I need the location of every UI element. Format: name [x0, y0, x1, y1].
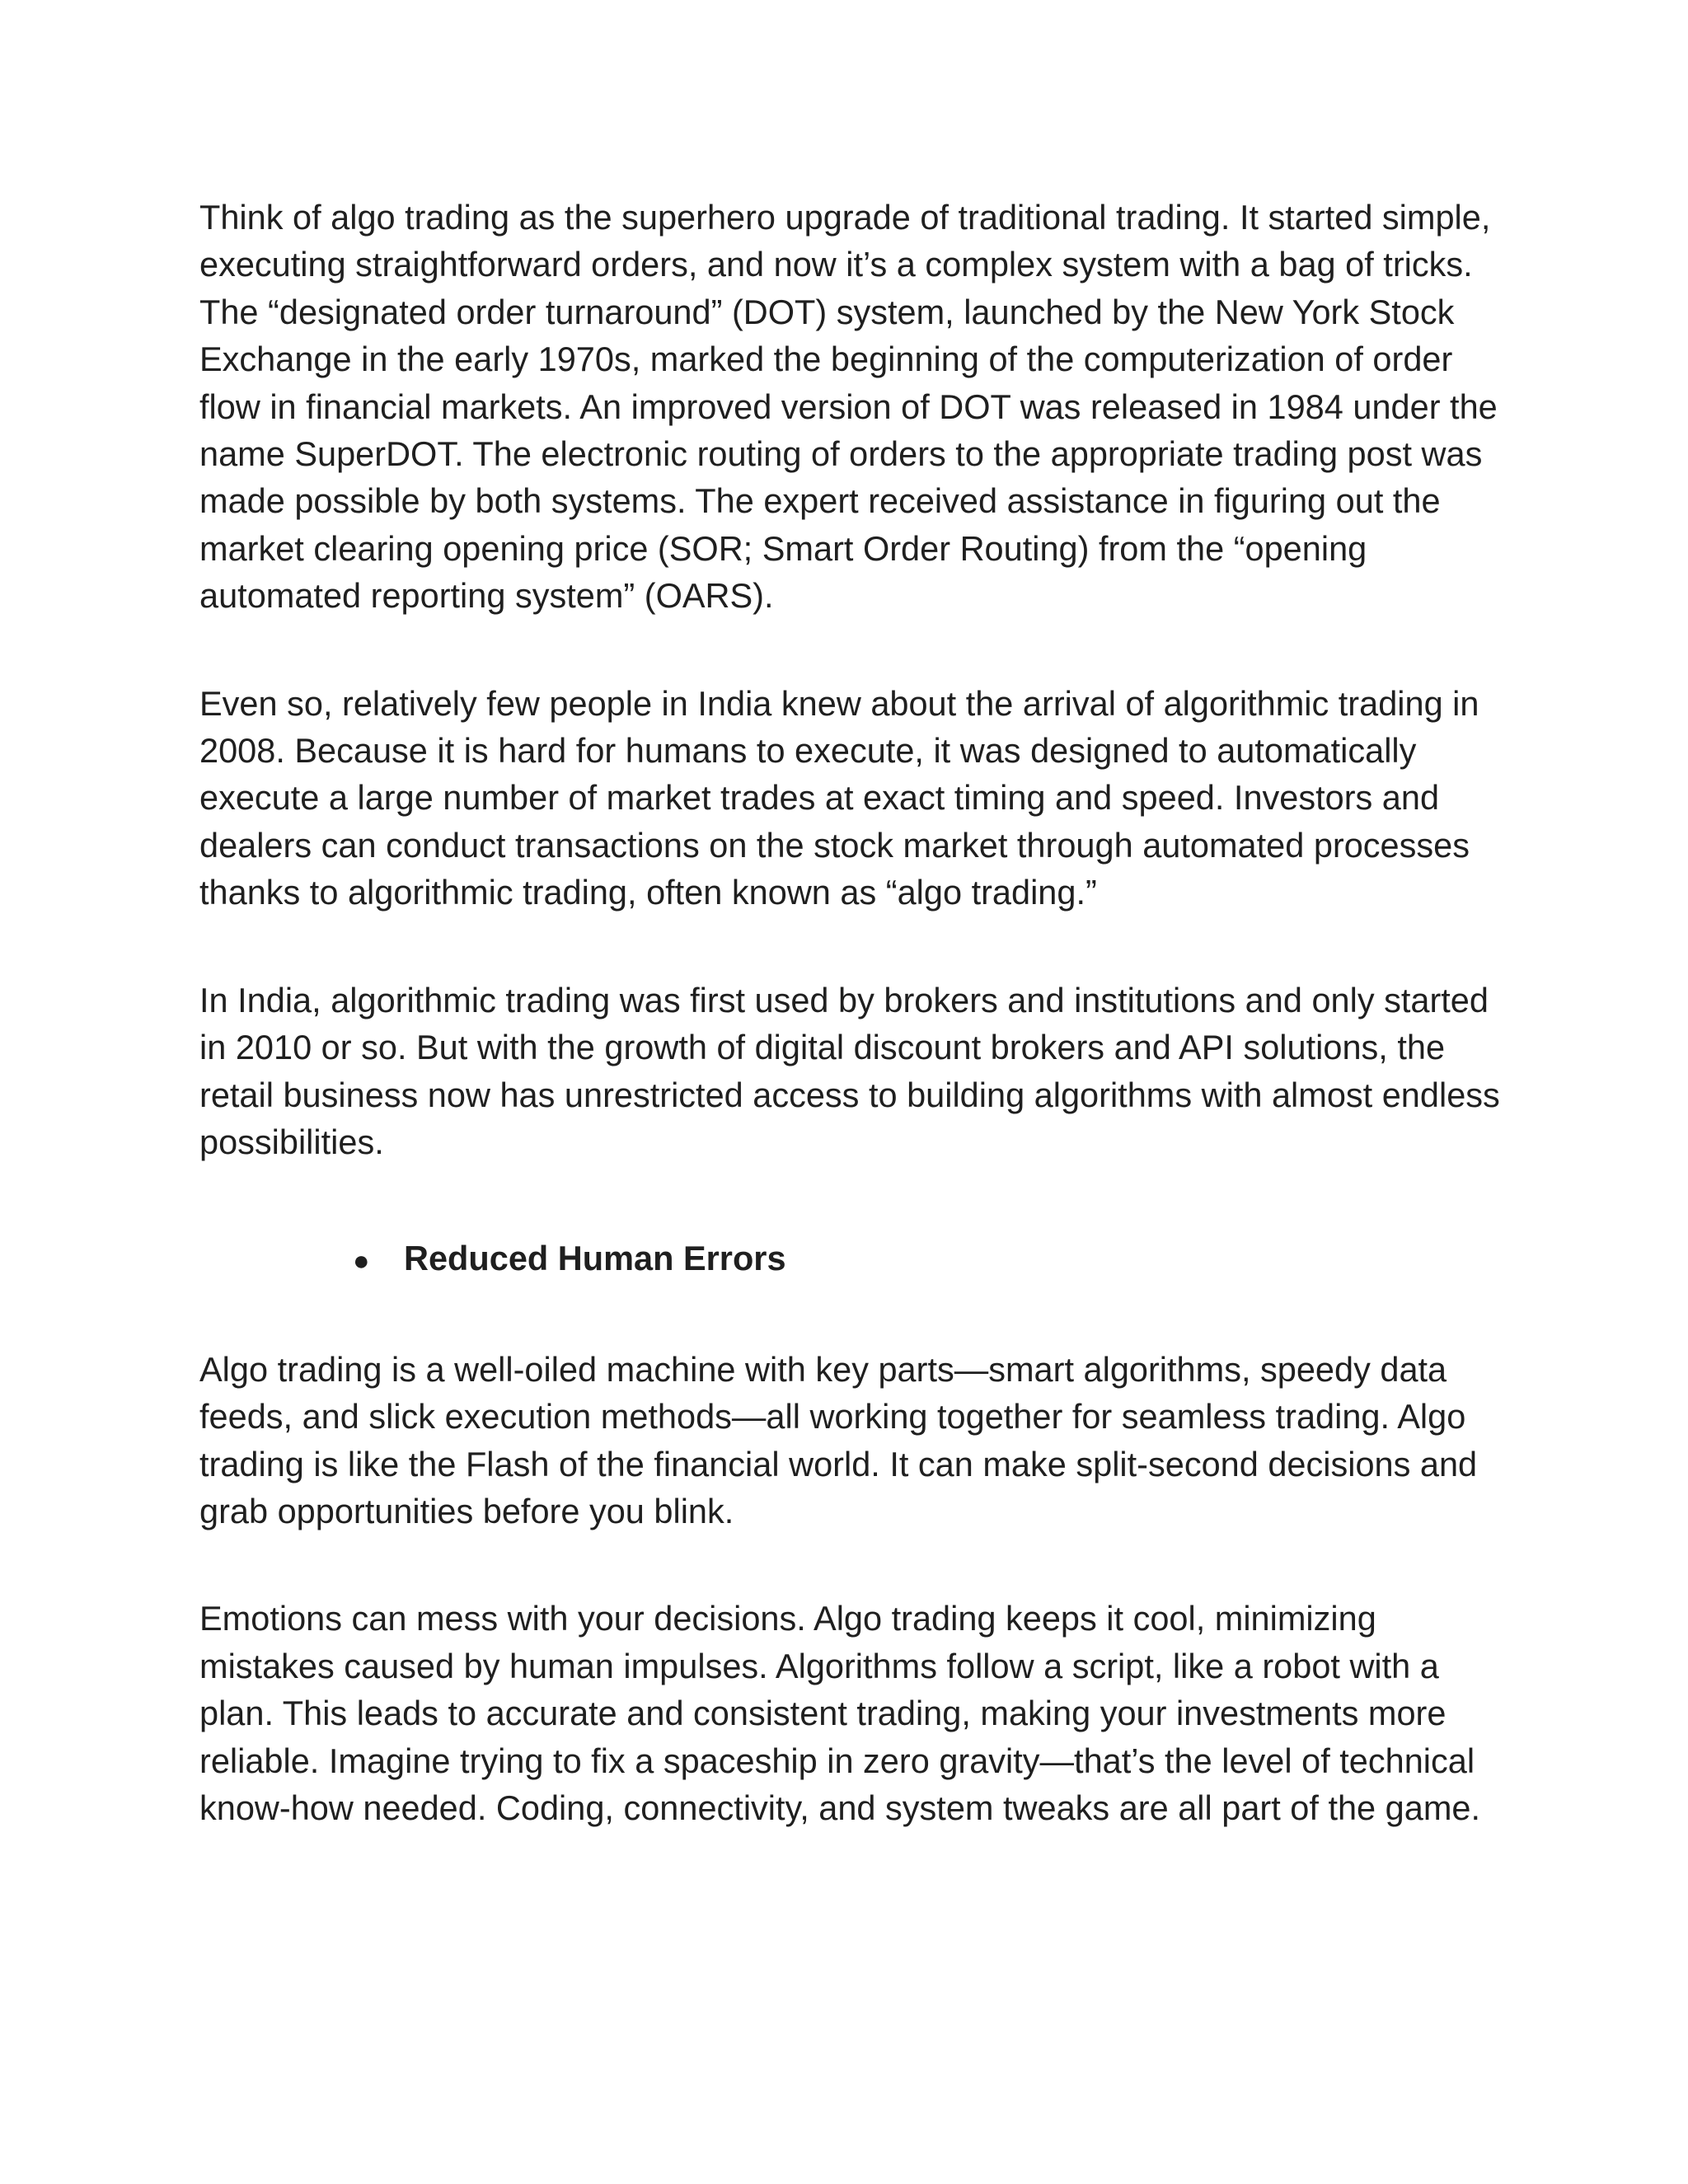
paragraph-algo-history: Think of algo trading as the superhero upgrade of traditional trading. It started simple, executing straightforward orders, and now it’s a complex system with a bag of tricks. The “designated order turnaround” (DOT) system, launched by the New York Stock Exchange in the early 1970s, marked the beginning of the computerization of order flow in financial markets. An improved version of DOT was released in 1984 under the name SuperDOT. The electronic routing of orders to the appropriate trading post was made possible by both systems. The expert received assistance in figuring out the market clearing opening price (SOR; Smart Order Routing) from the “opening automated reporting system” (OARS).	[199, 198, 1498, 616]
bullet-item-reduced-human-errors	[353, 1235, 1502, 1285]
paragraph-india-arrival: Even so, relatively few people in India knew about the arrival of algorithmic trading in 2008. Because it is hard for humans to execute, it was designed to automatically execute a large number of market trades at exact timing and speed. Investors and dealers can conduct transactions on the stock market through automated processes thanks to algorithmic trading, often known as “algo trading.”	[199, 683, 1479, 912]
paragraph-emotions: Emotions can mess with your decisions. Algo trading keeps it cool, minimizing mistakes caused by human impulses. Algorithms follow a script, like a robot with a plan. This leads to accurate and consistent trading, making your investments more reliable. Imagine trying to fix a spaceship in zero gravity—that’s the level of technical know-how needed. Coding, connectivity, and system tweaks are all part of the game.	[199, 1599, 1481, 1827]
bullet-heading: Reduced Human Errors	[404, 1239, 786, 1278]
bullet-marker: ●	[353, 1245, 370, 1277]
paragraph-well-oiled-machine: Algo trading is a well-oiled machine with key parts—smart algorithms, speedy data feeds, and slick execution methods—all working together for seamless trading. Algo trading is like the Flash of the financial world. It can make split-second decisions and grab opportunities before you blink.	[199, 1349, 1478, 1530]
paragraph-india-brokers: In India, algorithmic trading was first used by brokers and institutions and only started in 2010 or so. But with the growth of digital discount brokers and API solutions, the retail business now has unrestricted access to building algorithms with almost endless possibilities.	[199, 980, 1500, 1161]
document-body	[199, 194, 1502, 1831]
